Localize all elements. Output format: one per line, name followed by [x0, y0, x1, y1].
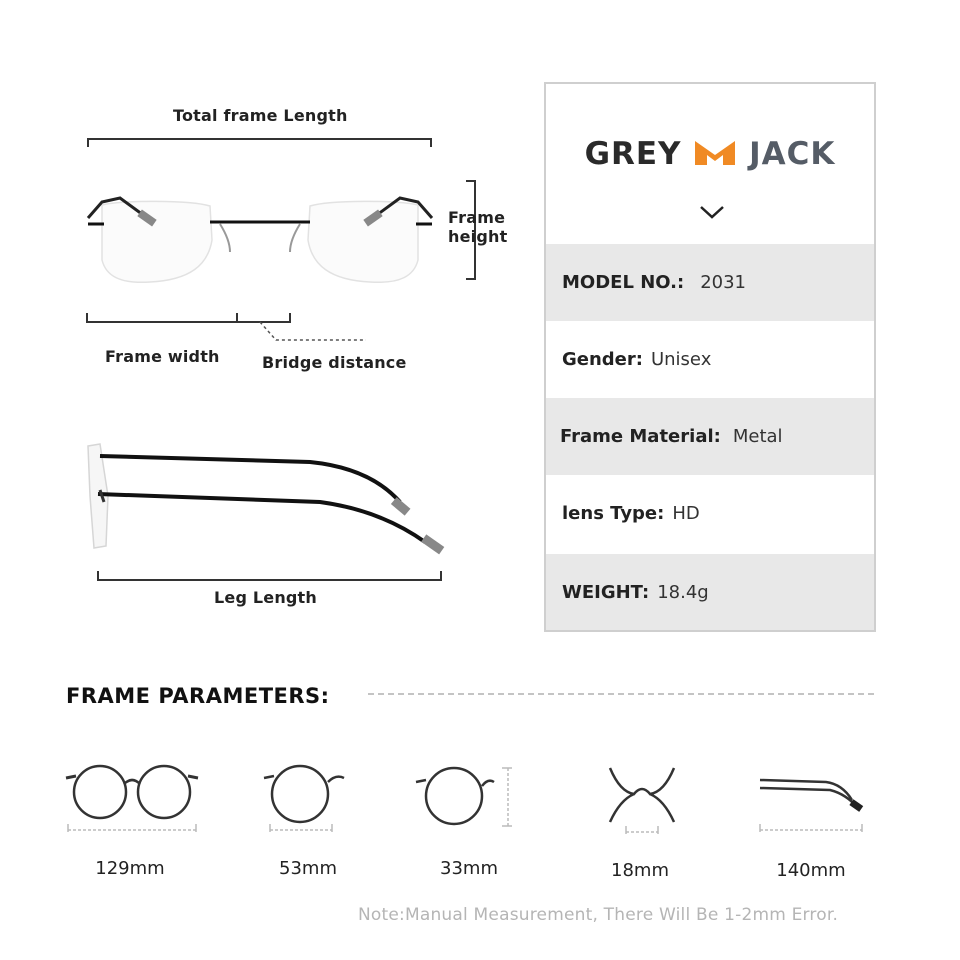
leg-length-line — [97, 579, 442, 581]
total-frame-length-line — [87, 138, 432, 140]
measurement-note: Note:Manual Measurement, There Will Be 1-2mm Error. — [358, 905, 839, 925]
spec-row-material — [546, 398, 874, 475]
spec-key-weight: WEIGHT: — [562, 581, 650, 603]
frame-width-tick-left — [86, 313, 88, 323]
frame-parameters-title: FRAME PARAMETERS: — [66, 684, 330, 708]
leg-length-label: Leg Length — [214, 588, 317, 607]
brand-name-left: GREY — [584, 136, 682, 172]
spec-card — [544, 82, 876, 632]
spec-row-weight — [546, 554, 874, 630]
spec-row-gender — [546, 321, 874, 398]
frame-height-tick-bottom — [466, 278, 476, 280]
spec-value-material: Metal — [732, 426, 783, 447]
total-length-glasses-icon — [62, 760, 202, 836]
total-length-tick-left — [87, 138, 89, 147]
spec-key-material: Frame Material: — [560, 426, 721, 447]
total-frame-length-label: Total frame Length — [173, 106, 348, 125]
total-length-tick-right — [430, 138, 432, 147]
spec-key-lens: lens Type: — [562, 503, 665, 524]
spec-key-gender: Gender: — [562, 349, 643, 370]
leg-length-tick-right — [440, 571, 442, 581]
bridge-icon — [606, 762, 678, 836]
spec-row-lens — [546, 475, 874, 552]
chevron-down-icon — [698, 204, 726, 220]
spec-value-weight: 18.4g — [657, 581, 709, 603]
brand-logo — [546, 136, 874, 172]
frame-height-tick-top — [466, 180, 476, 182]
leg-length-tick-left — [97, 571, 99, 581]
lens-width-icon — [262, 760, 346, 836]
spec-value-lens: HD — [672, 503, 700, 524]
frame-height-label-1: Frame — [448, 208, 506, 227]
param-value-temple-length: 140mm — [776, 860, 846, 881]
spec-row-model — [546, 244, 874, 321]
front-glasses-image — [80, 180, 440, 300]
spec-key-model: MODEL NO.: — [562, 272, 685, 293]
param-value-total-length: 129mm — [95, 858, 165, 879]
frame-width-label: Frame width — [105, 347, 220, 366]
temple-length-icon — [756, 770, 868, 834]
bridge-leader-line — [258, 320, 368, 344]
brand-name-right: JACK — [749, 136, 836, 172]
param-value-bridge: 18mm — [611, 860, 669, 881]
bridge-distance-label: Bridge distance — [262, 353, 407, 372]
frame-height-label-2: height — [448, 227, 508, 246]
param-value-lens-width: 53mm — [279, 858, 337, 879]
spec-value-gender: Unisex — [650, 349, 712, 370]
dashed-divider — [368, 693, 874, 695]
brand-mark-icon — [693, 139, 737, 167]
frame-width-tick-mid — [236, 313, 238, 323]
param-value-lens-height: 33mm — [440, 858, 498, 879]
lens-height-icon — [414, 764, 514, 832]
side-glasses-image — [80, 436, 460, 566]
spec-value-model: 2031 — [700, 272, 747, 293]
